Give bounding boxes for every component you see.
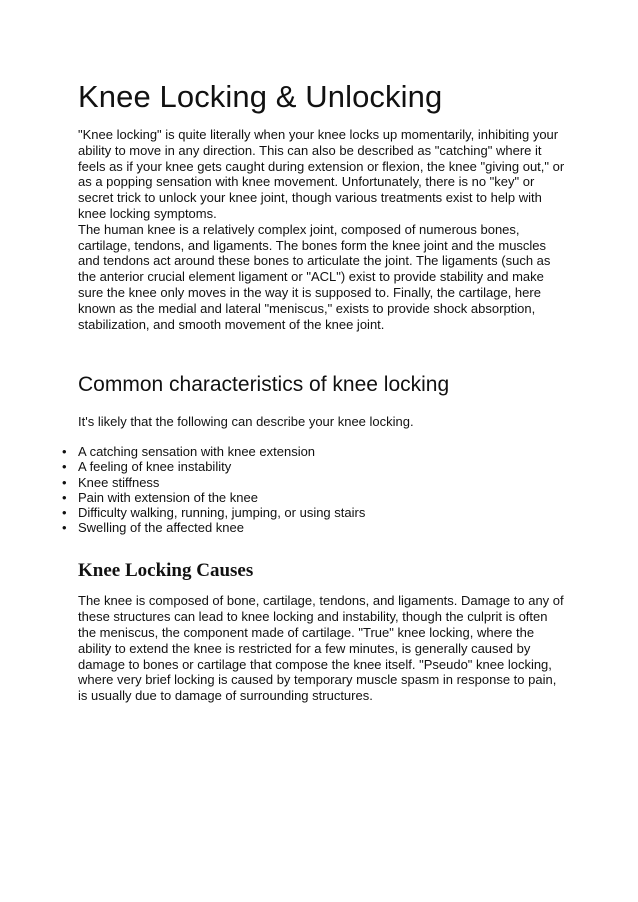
bullet-icon: •	[62, 504, 67, 520]
list-item-text: A feeling of knee instability	[78, 459, 232, 475]
causes-paragraph: The knee is composed of bone, cartilage, tendons, and ligaments. Damage to any of these structures can lead to knee locking and instability, though the culprit is often the meniscus, the component made of cartilage. "True" knee locking, where the ability to extend the knee is restricted for a few minutes, is generally caused by damage to bones or cartilage that compose the knee itself. "Pseudo" knee locking, where very brief locking is caused by temporary muscle spasm in response to pain, is usually due to damage of surrounding structures.	[78, 593, 564, 704]
list-item-text: Pain with extension of the knee	[78, 489, 258, 505]
page-title: Knee Locking & Unlocking	[78, 79, 443, 114]
list-item-text: Knee stiffness	[78, 474, 160, 490]
bullet-icon: •	[62, 520, 67, 536]
list-item-text: A catching sensation with knee extension	[78, 444, 316, 460]
list-item	[62, 459, 568, 474]
characteristics-lead: It's likely that the following can describe your knee locking.	[78, 414, 414, 430]
intro-paragraph-1: "Knee locking" is quite literally when your knee locks up momentarily, inhibiting your ability to move in any direction. This can also be described as "catching" where it feels as if your knee gets caught during extension or flexion, the knee "giving out," or as a popping sensation with knee movement. Unfortunately, there is no "key" or secret trick to unlock your knee joint, though various treatments exist to help with knee locking symptoms.	[78, 127, 565, 221]
causes-heading: Knee Locking Causes	[78, 560, 254, 582]
characteristics-heading: Common characteristics of knee locking	[78, 373, 450, 397]
document-content	[62, 78, 568, 704]
list-item	[62, 505, 568, 520]
list-item-text: Difficulty walking, running, jumping, or using stairs	[78, 504, 366, 520]
list-item	[62, 444, 568, 459]
list-item-text: Swelling of the affected knee	[78, 520, 244, 536]
characteristics-list	[62, 444, 568, 535]
list-item	[62, 520, 568, 535]
bullet-icon: •	[62, 489, 67, 505]
bullet-icon: •	[62, 444, 67, 460]
list-item	[62, 475, 568, 490]
list-item	[62, 490, 568, 505]
intro-paragraph-2: The human knee is a relatively complex joint, composed of numerous bones, cartilage, tendons, and ligaments. The bones form the knee joint and the muscles and tendons act around these bones to articulate the joint. The ligaments (such as the anterior crucial element ligament or "ACL") exist to provide stability and make sure the knee only moves in the way it is supposed to. Finally, the cartilage, here known as the medial and lateral "meniscus," exists to provide shock absorption, stabilization, and smooth movement of the knee joint.	[78, 221, 551, 332]
bullet-icon: •	[62, 474, 67, 490]
bullet-icon: •	[62, 459, 67, 475]
